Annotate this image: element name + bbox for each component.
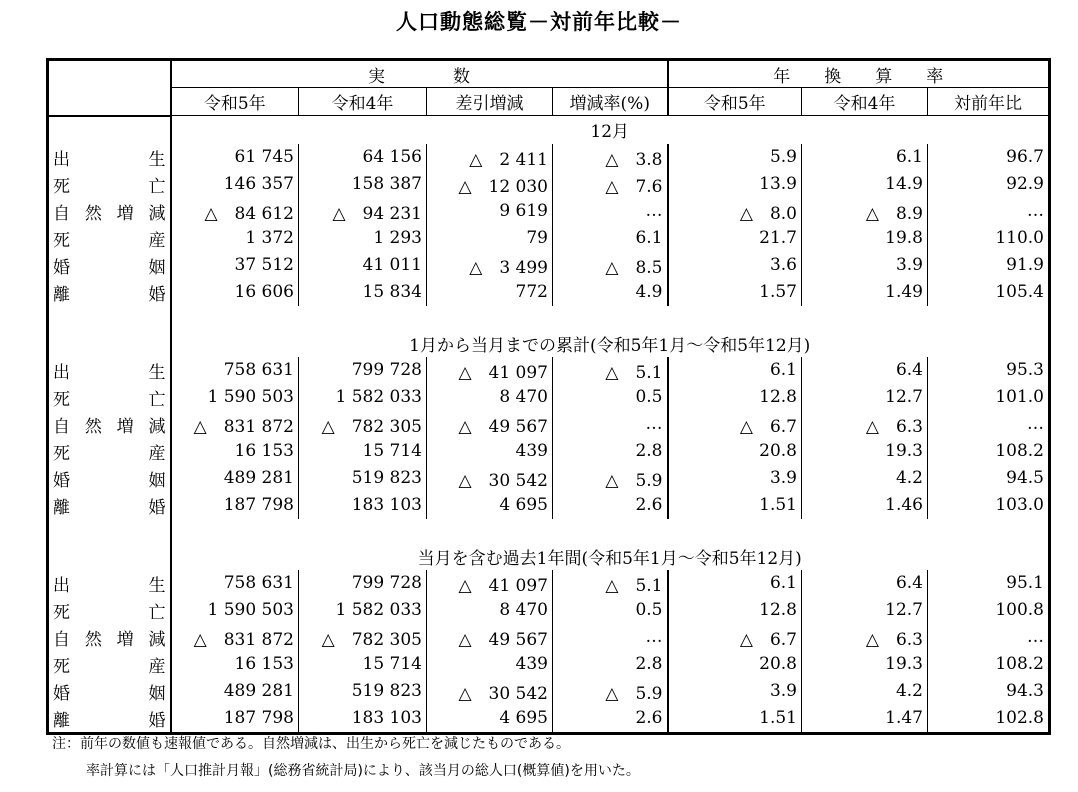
value-cell: 1.51 [668,492,802,519]
row-label-char: 減 [148,416,166,437]
row-label [48,279,171,306]
table-row [48,198,1050,225]
value-cell: △ 8.9 [802,198,928,225]
value-cell: … [928,624,1050,651]
row-label-char: 亡 [148,176,166,197]
page-title: 人口動態総覧－対前年比較－ [396,10,682,34]
value-cell: 758 631 [171,570,299,597]
row-label [48,465,171,492]
value-cell: 3.9 [668,678,802,705]
row-label-char: 死 [53,230,70,251]
row-label-char: 出 [53,362,70,383]
value-cell: 3.9 [668,465,802,492]
row-label-char: 死 [53,656,70,677]
value-cell: 489 281 [171,465,299,492]
row-label-char: 生 [148,575,166,596]
table-row [48,492,1050,519]
table-row [48,384,1050,411]
value-cell: △ 5.1 [553,570,668,597]
row-label-char: 自 [53,203,70,224]
row-label [48,624,171,651]
value-cell: 158 387 [299,171,427,198]
row-label [48,357,171,384]
footnote: 率計算には「人口推計月報」(総務省統計局)により、該当月の総人口(概算値)を用いた。 [86,763,640,779]
value-cell: 439 [427,438,553,465]
column-header: 令和4年 [802,88,928,116]
value-cell: … [928,411,1050,438]
value-cell: △ 41 097 [427,570,553,597]
value-cell: 0.5 [553,597,668,624]
section-title: 1月から当月までの累計(令和5年1月～令和5年12月) [171,330,1050,357]
row-label-char: 産 [148,443,166,464]
spacer-cell [48,543,171,570]
value-cell: 13.9 [668,171,802,198]
value-cell: 101.0 [928,384,1050,411]
row-label-char: 死 [53,176,70,197]
value-cell: 108.2 [928,438,1050,465]
table-row [48,570,1050,597]
row-label-char: 産 [148,656,166,677]
value-cell: 16 153 [171,651,299,678]
value-cell: 758 631 [171,357,299,384]
value-cell: 799 728 [299,570,427,597]
value-cell: 1 590 503 [171,597,299,624]
value-cell: 6.1 [802,144,928,171]
value-cell: 6.4 [802,357,928,384]
value-cell: 15 834 [299,279,427,306]
value-cell: 19.3 [802,438,928,465]
value-cell: △ 8.5 [553,252,668,279]
value-cell: … [553,411,668,438]
value-cell: △ 3.8 [553,144,668,171]
value-cell: 1.49 [802,279,928,306]
row-label-char: 離 [53,710,70,731]
table-row [48,357,1050,384]
table-row [48,624,1050,651]
value-cell: 146 357 [171,171,299,198]
value-cell: 91.9 [928,252,1050,279]
section-title: 当月を含む過去1年間(令和5年1月～令和5年12月) [171,543,1050,570]
value-cell: 6.1 [668,570,802,597]
value-cell: 14.9 [802,171,928,198]
value-cell: … [553,198,668,225]
spacer-cell [48,116,171,144]
value-cell: △ 49 567 [427,411,553,438]
row-label-char: 婚 [148,497,166,518]
value-cell: 2.8 [553,651,668,678]
value-cell: 41 011 [299,252,427,279]
value-cell: 5.9 [668,144,802,171]
value-cell: 94.5 [928,465,1050,492]
value-cell: 519 823 [299,678,427,705]
row-label-char: 婚 [148,284,166,305]
row-label-char: 出 [53,575,70,596]
value-cell: △ 30 542 [427,678,553,705]
row-label-char: 自 [53,416,70,437]
value-cell: 108.2 [928,651,1050,678]
section-gap [48,519,1050,543]
row-label-char: 出 [53,149,70,170]
value-cell: 20.8 [668,651,802,678]
value-cell: △ 5.1 [553,357,668,384]
value-cell: △ 782 305 [299,624,427,651]
value-cell: 12.7 [802,384,928,411]
value-cell: 15 714 [299,438,427,465]
group-rate-header: 年 換 算 率 [668,60,1050,88]
value-cell: 1 372 [171,225,299,252]
value-cell: △ 94 231 [299,198,427,225]
row-label-char: 婚 [53,470,70,491]
value-cell: 489 281 [171,678,299,705]
value-cell: 96.7 [928,144,1050,171]
value-cell: △ 30 542 [427,465,553,492]
footnote: 注：前年の数値も速報値である。自然増減は、出生から死亡を減じたものである。 [52,736,570,752]
table-row [48,144,1050,171]
row-label-char: 婚 [53,257,70,278]
spacer-cell [171,519,1050,543]
row-label [48,171,171,198]
value-cell: 92.9 [928,171,1050,198]
spacer-cell [48,519,171,543]
value-cell: 4 695 [427,492,553,519]
value-cell: △ 8.0 [668,198,802,225]
row-label [48,651,171,678]
value-cell: 6.1 [553,225,668,252]
column-header: 差引増減 [427,88,553,116]
value-cell: △ 782 305 [299,411,427,438]
value-cell: △ 6.3 [802,411,928,438]
value-cell: 79 [427,225,553,252]
column-header: 令和5年 [668,88,802,116]
value-cell: △ 12 030 [427,171,553,198]
value-cell: 8 470 [427,384,553,411]
table-row [48,651,1050,678]
value-cell: … [928,198,1050,225]
value-cell: 1.57 [668,279,802,306]
value-cell: 105.4 [928,279,1050,306]
value-cell: 19.8 [802,225,928,252]
column-header: 令和5年 [171,88,299,116]
value-cell: 1.47 [802,705,928,734]
row-label-char: 婚 [148,710,166,731]
value-cell: 61 745 [171,144,299,171]
value-cell: 3.6 [668,252,802,279]
value-cell: △ 41 097 [427,357,553,384]
value-cell: 95.3 [928,357,1050,384]
value-cell: 0.5 [553,384,668,411]
row-label [48,144,171,171]
value-cell: △ 84 612 [171,198,299,225]
row-label-char: 産 [148,230,166,251]
row-label-char: 姻 [148,683,166,704]
section-title-row [48,330,1050,357]
group-actual-header: 実 数 [171,60,668,88]
table-row [48,411,1050,438]
value-cell: △ 5.9 [553,465,668,492]
value-cell: 4.2 [802,465,928,492]
table-row [48,597,1050,624]
value-cell: 4 695 [427,705,553,734]
value-cell: 799 728 [299,357,427,384]
row-label [48,198,171,225]
value-cell: 94.3 [928,678,1050,705]
value-cell: 64 156 [299,144,427,171]
row-label-char: 離 [53,497,70,518]
value-cell: 12.8 [668,597,802,624]
section-title: 12月 [171,116,1050,144]
row-label-char: 亡 [148,602,166,623]
value-cell: 1 582 033 [299,597,427,624]
value-cell: △ 7.6 [553,171,668,198]
value-cell: 2.8 [553,438,668,465]
value-cell: 187 798 [171,492,299,519]
value-cell: 1 293 [299,225,427,252]
value-cell: 187 798 [171,705,299,734]
value-cell: 4.2 [802,678,928,705]
value-cell: 4.9 [553,279,668,306]
row-label-char: 減 [148,629,166,650]
table-row [48,225,1050,252]
value-cell: 6.4 [802,570,928,597]
row-label [48,597,171,624]
table-row [48,438,1050,465]
value-cell: 1 590 503 [171,384,299,411]
value-cell: 8 470 [427,597,553,624]
value-cell: 19.3 [802,651,928,678]
value-cell: 439 [427,651,553,678]
row-label-char: 離 [53,284,70,305]
statistics-table [46,58,1051,735]
section-title-row [48,116,1050,144]
spacer-cell [48,306,171,330]
value-cell: △ 6.7 [668,624,802,651]
value-cell: 2.6 [553,705,668,734]
row-label-char: 亡 [148,389,166,410]
row-label-char: 然 [84,629,102,650]
spacer-cell [171,306,1050,330]
row-label-char: 然 [84,203,102,224]
value-cell: 103.0 [928,492,1050,519]
value-cell: △ 6.3 [802,624,928,651]
value-cell: △ 2 411 [427,144,553,171]
row-label [48,411,171,438]
value-cell: 3.9 [802,252,928,279]
table-row [48,252,1050,279]
value-cell: 772 [427,279,553,306]
value-cell: 6.1 [668,357,802,384]
value-cell: 95.1 [928,570,1050,597]
value-cell: 102.8 [928,705,1050,734]
column-header: 対前年比 [928,88,1050,116]
value-cell: 183 103 [299,705,427,734]
value-cell: … [553,624,668,651]
column-header: 令和4年 [299,88,427,116]
row-label-char: 生 [148,149,166,170]
header-column-row [48,88,1050,116]
value-cell: 16 153 [171,438,299,465]
value-cell: △ 3 499 [427,252,553,279]
row-label-char: 然 [84,416,102,437]
corner-cell [48,60,171,116]
value-cell: 37 512 [171,252,299,279]
row-label [48,384,171,411]
value-cell: △ 5.9 [553,678,668,705]
row-label-char: 死 [53,602,70,623]
column-header: 増減率(%) [553,88,668,116]
value-cell: 183 103 [299,492,427,519]
value-cell: 1 582 033 [299,384,427,411]
table-row [48,279,1050,306]
value-cell: 110.0 [928,225,1050,252]
value-cell: 519 823 [299,465,427,492]
value-cell: 1.51 [668,705,802,734]
value-cell: 20.8 [668,438,802,465]
spacer-cell [48,330,171,357]
row-label [48,438,171,465]
row-label [48,705,171,734]
row-label [48,678,171,705]
value-cell: 12.7 [802,597,928,624]
row-label-char: 増 [116,416,134,437]
row-label-char: 増 [116,203,134,224]
value-cell: △ 831 872 [171,411,299,438]
row-label-char: 死 [53,389,70,410]
row-label-char: 姻 [148,257,166,278]
header-group-row [48,60,1050,88]
table-row [48,705,1050,734]
row-label [48,492,171,519]
row-label [48,570,171,597]
value-cell: △ 831 872 [171,624,299,651]
value-cell: 21.7 [668,225,802,252]
row-label [48,252,171,279]
value-cell: 9 619 [427,198,553,225]
row-label-char: 増 [116,629,134,650]
row-label-char: 自 [53,629,70,650]
row-label-char: 姻 [148,470,166,491]
section-gap [48,306,1050,330]
table-body [48,116,1050,734]
table-row [48,171,1050,198]
row-label-char: 婚 [53,683,70,704]
row-label-char: 死 [53,443,70,464]
table-row [48,678,1050,705]
row-label [48,225,171,252]
row-label-char: 生 [148,362,166,383]
row-label-char: 減 [148,203,166,224]
value-cell: 2.6 [553,492,668,519]
table-row [48,465,1050,492]
value-cell: 16 606 [171,279,299,306]
value-cell: △ 6.7 [668,411,802,438]
value-cell: 1.46 [802,492,928,519]
value-cell: 12.8 [668,384,802,411]
section-title-row [48,543,1050,570]
value-cell: 100.8 [928,597,1050,624]
value-cell: △ 49 567 [427,624,553,651]
value-cell: 15 714 [299,651,427,678]
